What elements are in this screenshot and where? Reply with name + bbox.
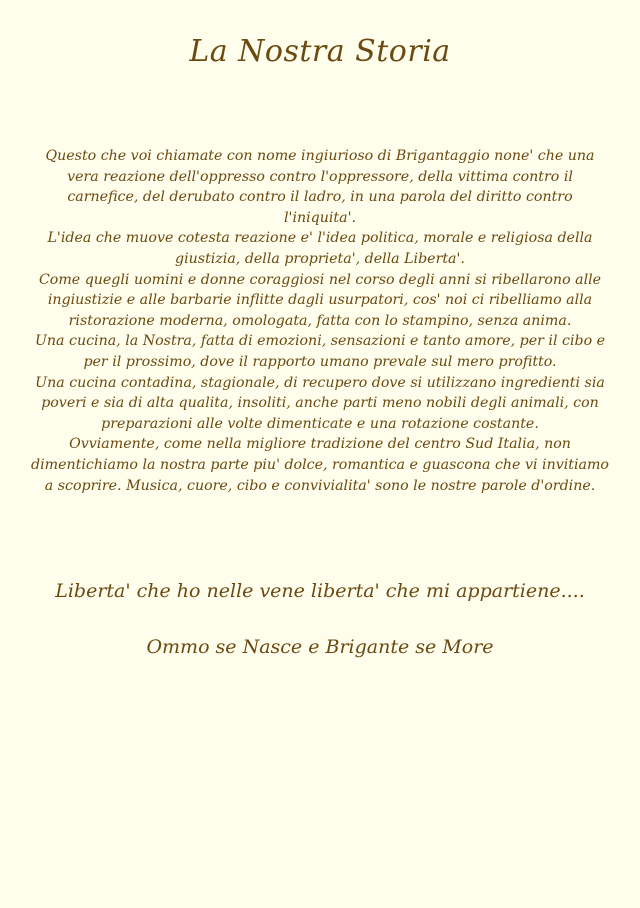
story-paragraph: Questo che voi chiamate con nome ingiurioso di Brigantaggio none' che una vera reazione dell'oppresso contro l'oppressore, della vittima contro il carnefice, del derubato contro il ladro, in una parola del diritto contro l'iniquita'. <box>45 148 595 226</box>
motto-brigante: Ommo se Nasce e Brigante se More <box>146 636 494 658</box>
story-paragraph: Una cucina, la Nostra, fatta di emozioni, sensazioni e tanto amore, per il cibo e per il prossimo, dove il rapporto umano prevale sul mero profitto. <box>34 333 606 370</box>
story-paragraph: L'idea che muove cotesta reazione e' l'idea politica, morale e religiosa della giustizia, della proprieta', della Liberta'. <box>47 230 593 267</box>
story-paragraph: Come quegli uomini e donne coraggiosi nel corso degli anni si ribellarono alle ingiustizie e alle barbarie inflitte dagli usurpatori, cos' noi ci ribelliamo alla ristorazione moderna, omologata, fatta con lo stampino, senza anima. <box>38 271 602 329</box>
story-paragraph: Una cucina contadina, stagionale, di recupero dove si utilizzano ingredienti sia poveri e sia di alta qualita, insoliti, anche parti meno nobili degli animali, con preparazioni alle volte dimenticate e una rotazione costante. <box>35 374 605 432</box>
motto-liberta: Liberta' che ho nelle vene liberta' che mi appartiene.... <box>55 580 585 602</box>
story-text <box>30 146 610 496</box>
story-paragraph: Ovviamente, come nella migliore tradizione del centro Sud Italia, non dimentichiamo la nostra parte piu' dolce, romantica e guascona che vi invitiamo a scoprire. Musica, cuore, cibo e convivialita' sono le nostre parole d'ordine. <box>31 436 609 494</box>
page-title: La Nostra Storia <box>189 34 451 69</box>
